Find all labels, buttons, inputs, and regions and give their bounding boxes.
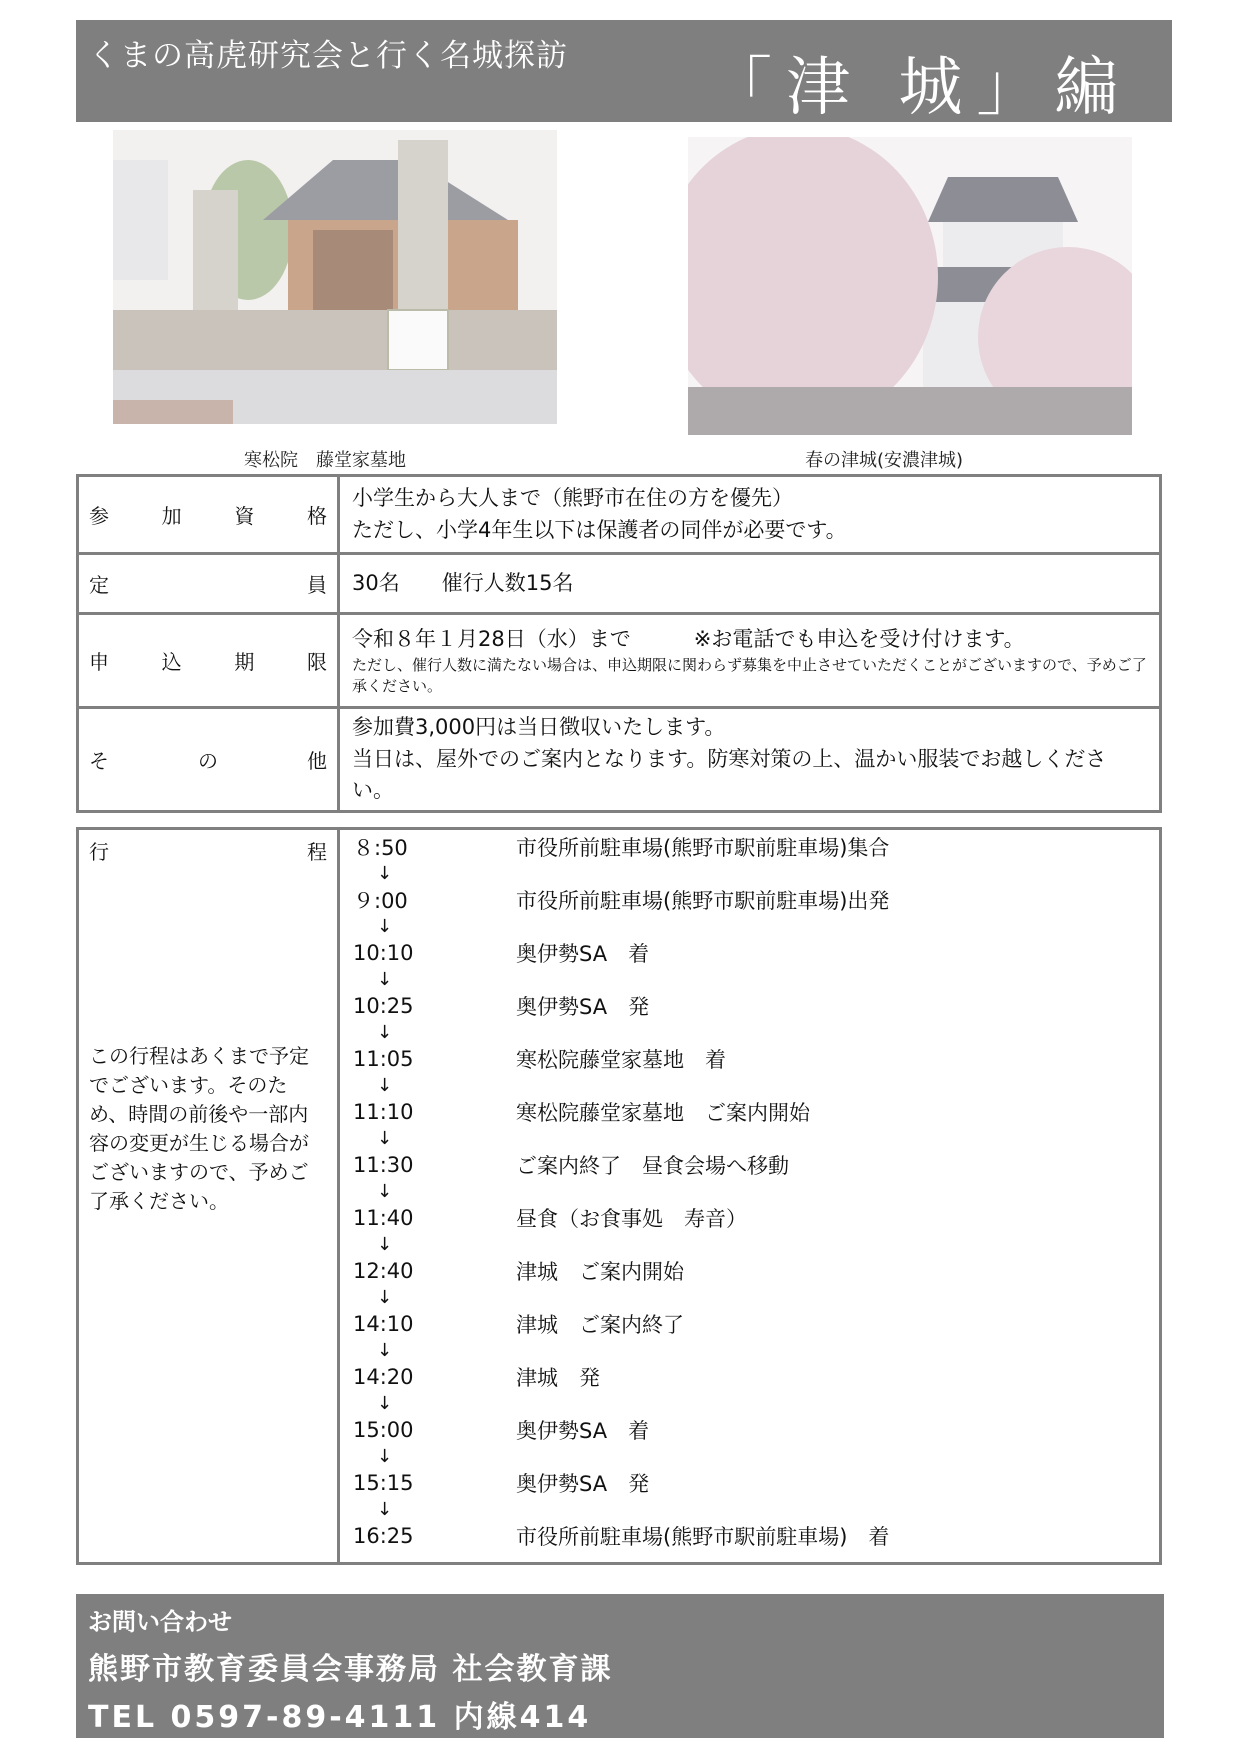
label-deadline: 申 込 期 限: [89, 650, 327, 674]
label-capacity: 定 員: [89, 573, 327, 597]
schedule-item: [341, 1470, 1158, 1496]
schedule-item: [341, 993, 1158, 1019]
schedule-description: 奥伊勢SA 発: [516, 1472, 650, 1496]
photo-caption-temple: 寒松院 藤堂家墓地: [244, 450, 406, 471]
down-arrow-icon: ↓: [377, 1393, 393, 1414]
schedule-item: [341, 1364, 1158, 1390]
schedule-description: 津城 ご案内終了: [516, 1313, 684, 1337]
down-arrow-icon: ↓: [377, 1287, 393, 1308]
info-row-eligibility: [78, 476, 1161, 554]
schedule-time: 15:15: [353, 1471, 414, 1495]
schedule-item: [341, 1205, 1158, 1231]
schedule-description: 寒松院藤堂家墓地 ご案内開始: [516, 1101, 810, 1125]
down-arrow-icon: ↓: [377, 1181, 393, 1202]
deadline-value: 令和８年１月28日（水）まで ※お電話でも申込を受け付けます。: [352, 626, 1025, 651]
schedule-description: 津城 ご案内開始: [516, 1260, 684, 1284]
schedule-item: [341, 1152, 1158, 1178]
schedule-description: 奥伊勢SA 発: [516, 995, 650, 1019]
schedule-description: 津城 発: [516, 1366, 600, 1390]
schedule-item: [341, 940, 1158, 966]
down-arrow-icon: ↓: [377, 1075, 393, 1096]
schedule-item: [341, 834, 1158, 860]
schedule-list: [339, 829, 1161, 1564]
down-arrow-icon: ↓: [377, 1022, 393, 1043]
schedule-time: 10:10: [353, 941, 414, 965]
down-arrow-icon: ↓: [377, 1446, 393, 1467]
contact-organization: 熊野市教育委員会事務局 社会教育課: [88, 1652, 613, 1687]
contact-phone: TEL 0597-89-4111 内線414: [88, 1700, 592, 1735]
schedule-time: ８:50: [353, 836, 408, 860]
capacity-value: 30名 催行人数15名: [352, 570, 574, 595]
photo-temple-graves: [113, 130, 557, 424]
info-table: [76, 474, 1162, 813]
schedule-description: 市役所前駐車場(熊野市駅前駐車場)集合: [516, 836, 890, 860]
schedule-time: 11:40: [353, 1206, 414, 1230]
schedule-description: 市役所前駐車場(熊野市駅前駐車場) 着: [516, 1525, 890, 1549]
schedule-item: [341, 1523, 1158, 1549]
schedule-item: [341, 887, 1158, 913]
schedule-time: 10:25: [353, 994, 414, 1018]
down-arrow-icon: ↓: [377, 863, 393, 884]
schedule-disclaimer: この行程はあくまで予定でございます。そのため、時間の前後や一部内容の変更が生じる場合がございますので、予めご了承ください。: [89, 1044, 309, 1213]
photo-tsu-castle: [688, 137, 1132, 435]
schedule-time: 12:40: [353, 1259, 414, 1283]
schedule-description: 昼食（お食事処 寿音）: [516, 1207, 747, 1231]
schedule-time: 11:10: [353, 1100, 414, 1124]
info-row-capacity: [78, 554, 1161, 614]
schedule-item: [341, 1099, 1158, 1125]
eligibility-line-2: ただし、小学4年生以下は保護者の同伴が必要です。: [352, 517, 847, 542]
eligibility-line-1: 小学生から大人まで（熊野市在住の方を優先）: [352, 486, 793, 510]
schedule-description: 奥伊勢SA 着: [516, 1419, 650, 1443]
schedule-time: 16:25: [353, 1524, 414, 1548]
clothing-note: 当日は、屋外でのご案内となります。防寒対策の上、温かい服装でお越しください。: [352, 746, 1107, 803]
down-arrow-icon: ↓: [377, 1234, 393, 1255]
down-arrow-icon: ↓: [377, 969, 393, 990]
schedule-description: 奥伊勢SA 着: [516, 942, 650, 966]
fee-note: 参加費3,000円は当日徴収いたします。: [352, 715, 726, 740]
schedule-item: [341, 1258, 1158, 1284]
down-arrow-icon: ↓: [377, 1499, 393, 1520]
schedule-time: 15:00: [353, 1418, 414, 1442]
schedule-time: 14:10: [353, 1312, 414, 1336]
schedule-time: 11:30: [353, 1153, 414, 1177]
photo-caption-castle: 春の津城(安濃津城): [805, 450, 964, 471]
down-arrow-icon: ↓: [377, 916, 393, 937]
schedule-time: 11:05: [353, 1047, 414, 1071]
schedule-item: [341, 1046, 1158, 1072]
info-row-other: [78, 708, 1161, 812]
page-title: 「津 城」編: [708, 51, 1133, 125]
title-banner: [76, 20, 1172, 125]
series-subtitle: くまの高虎研究会と行く名城探訪: [88, 38, 568, 74]
info-row-deadline: [78, 614, 1161, 708]
schedule-table: [76, 827, 1162, 1565]
schedule-description: 寒松院藤堂家墓地 着: [516, 1048, 726, 1072]
schedule-time: ９:00: [353, 889, 408, 913]
contact-heading: お問い合わせ: [88, 1608, 232, 1636]
schedule-item: [341, 1417, 1158, 1443]
down-arrow-icon: ↓: [377, 1128, 393, 1149]
label-schedule: 行 程: [89, 840, 327, 864]
schedule-item: [341, 1311, 1158, 1337]
label-eligibility: 参 加 資 格: [89, 504, 327, 528]
contact-banner: [76, 1594, 1164, 1738]
label-other: そ の 他: [89, 749, 327, 773]
down-arrow-icon: ↓: [377, 1340, 393, 1361]
schedule-description: 市役所前駐車場(熊野市駅前駐車場)出発: [516, 889, 890, 913]
schedule-description: ご案内終了 昼食会場へ移動: [516, 1154, 789, 1178]
deadline-note: ただし、催行人数に満たない場合は、申込期限に関わらず募集を中止させていただくことがございますので、予めご了承ください。: [352, 656, 1147, 696]
schedule-time: 14:20: [353, 1365, 414, 1389]
